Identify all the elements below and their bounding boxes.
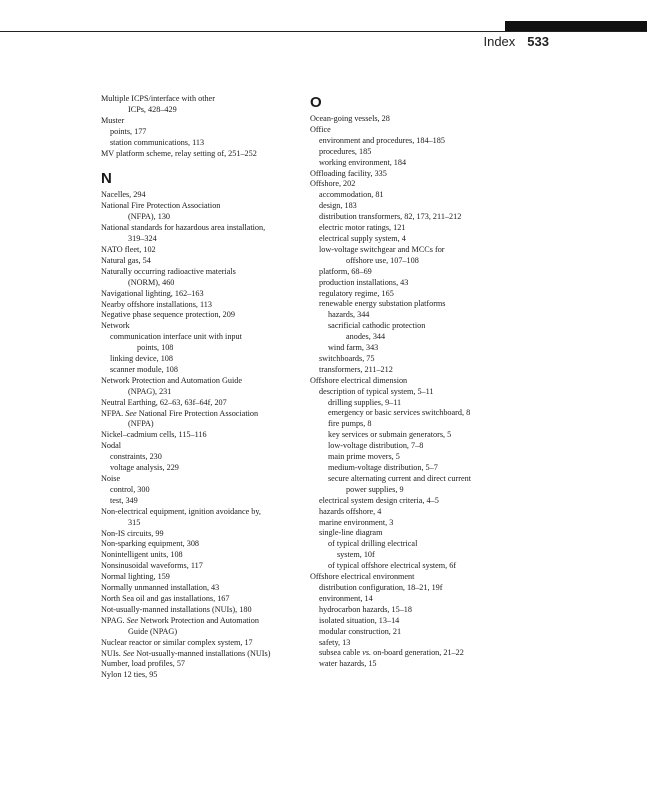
- index-entry: North Sea oil and gas installations, 167: [101, 593, 230, 603]
- index-entry: communication interface unit with input: [110, 332, 242, 342]
- index-entry: environment and procedures, 184–185: [319, 135, 445, 145]
- index-entry: Office: [310, 124, 331, 134]
- index-entry: ICPs, 428–429: [128, 104, 177, 114]
- index-entry: working environment, 184: [319, 157, 407, 167]
- index-entry: Network Protection and Automation Guide: [101, 375, 242, 385]
- index-entry: points, 177: [110, 126, 147, 136]
- index-entry: switchboards, 75: [319, 353, 375, 363]
- index-entry: power supplies, 9: [346, 484, 404, 494]
- index-entry: 319–324: [128, 234, 157, 244]
- index-entry: National standards for hazardous area installation,: [101, 223, 266, 233]
- index-entry: distribution transformers, 82, 173, 211–212: [319, 212, 462, 222]
- index-entry: Offloading facility, 335: [310, 168, 387, 178]
- index-entry: production installations, 43: [319, 277, 409, 287]
- index-entry: key services or submain generators, 5: [328, 430, 452, 440]
- index-entry: drilling supplies, 9–11: [328, 397, 402, 407]
- index-entry: safety, 13: [319, 637, 351, 647]
- index-entry: Negative phase sequence protection, 209: [101, 310, 235, 320]
- index-entry: distribution configuration, 18–21, 19f: [319, 582, 443, 592]
- index-column-right: [310, 94, 515, 670]
- index-entry: renewable energy substation platforms: [319, 299, 446, 309]
- index-entry: (NPAG), 231: [128, 386, 172, 396]
- index-entry: procedures, 185: [319, 146, 372, 156]
- index-entry: constraints, 230: [110, 452, 162, 462]
- index-entry: National Fire Protection Association: [101, 201, 221, 211]
- index-entry: hazards, 344: [328, 310, 370, 320]
- index-entry: (NORM), 460: [128, 277, 175, 287]
- index-entry: Navigational lighting, 162–163: [101, 288, 204, 298]
- index-entry: Nodal: [101, 441, 122, 451]
- index-entry: Non-electrical equipment, ignition avoidance by,: [101, 506, 261, 516]
- index-entry: regulatory regime, 165: [319, 288, 394, 298]
- index-entry: Ocean-going vessels, 28: [310, 114, 390, 123]
- index-column-left: [101, 94, 306, 681]
- index-entry: subsea cable vs. on-board generation, 21–22: [319, 648, 464, 658]
- index-entry: of typical offshore electrical system, 6f: [328, 561, 457, 571]
- index-entry: linking device, 108: [110, 354, 173, 364]
- index-entry: station communications, 113: [110, 137, 205, 147]
- index-entry: of typical drilling electrical: [328, 539, 418, 549]
- index-entry: NPAG. See Network Protection and Automation: [101, 615, 259, 625]
- index-entry: low-voltage switchgear and MCCs for: [319, 244, 445, 254]
- index-entry: system, 10f: [337, 550, 375, 560]
- index-entry: Neutral Earthing, 62–63, 63f–64f, 207: [101, 397, 227, 407]
- index-entry: anodes, 344: [346, 332, 386, 342]
- index-entry: sacrificial cathodic protection: [328, 321, 426, 331]
- index-entry: low-voltage distribution, 7–8: [328, 441, 424, 451]
- index-entry: electric motor ratings, 121: [319, 223, 406, 233]
- index-entry: (NFPA), 130: [128, 212, 171, 222]
- index-entry: Nonintelligent units, 108: [101, 550, 183, 560]
- section-letter: N: [101, 170, 112, 188]
- index-entry: electrical supply system, 4: [319, 233, 406, 243]
- index-entry: 315: [128, 517, 141, 527]
- index-entry: Naturally occurring radioactive materials: [101, 266, 236, 276]
- index-entry: Network: [101, 321, 130, 331]
- index-entry: medium-voltage distribution, 5–7: [328, 463, 438, 472]
- index-entry: Nonsinusoidal waveforms, 117: [101, 561, 203, 571]
- running-head-section: Index: [483, 34, 516, 49]
- index-entry: Multiple ICPS/interface with other: [101, 94, 215, 103]
- index-entry: design, 183: [319, 201, 357, 211]
- index-entry: transformers, 211–212: [319, 364, 393, 374]
- index-entry: modular construction, 21: [319, 626, 402, 636]
- index-entry: water hazards, 15: [319, 659, 377, 669]
- index-entry: platform, 68–69: [319, 266, 372, 276]
- index-entry: Natural gas, 54: [101, 255, 151, 265]
- index-entry: secure alternating current and direct current: [328, 473, 471, 483]
- index-entry: control, 300: [110, 484, 150, 494]
- index-entry: Muster: [101, 115, 125, 125]
- index-entry: Nuclear reactor or similar complex system, 17: [101, 637, 253, 647]
- index-entry: hazards offshore, 4: [319, 506, 382, 516]
- header-rule: [0, 31, 647, 32]
- index-entry: fire pumps, 8: [328, 419, 372, 429]
- index-entry: scanner module, 108: [110, 364, 178, 374]
- index-entry: Non-IS circuits, 99: [101, 528, 164, 538]
- header-black-bar: [505, 21, 647, 31]
- index-entry: test, 349: [110, 495, 138, 505]
- index-entry: (NFPA): [128, 419, 154, 429]
- index-entry: wind farm, 343: [328, 343, 379, 353]
- index-entry: single-line diagram: [319, 528, 383, 538]
- index-entry: Noise: [101, 474, 121, 483]
- index-entry: NATO fleet, 102: [101, 244, 156, 254]
- index-entry: NUIs. See Not-usually-manned installations (NUIs): [101, 648, 271, 658]
- index-entry: Not-usually-manned installations (NUIs), 180: [101, 604, 252, 614]
- index-entry: Nacelles, 294: [101, 190, 146, 200]
- index-entry: Nearby offshore installations, 113: [101, 299, 212, 309]
- index-entry: accommodation, 81: [319, 190, 384, 200]
- index-entry: isolated situation, 13–14: [319, 615, 400, 625]
- index-entry: Number, load profiles, 57: [101, 659, 186, 669]
- index-entry: NFPA. See National Fire Protection Association: [101, 408, 259, 418]
- index-entry: hydrocarbon hazards, 15–18: [319, 604, 412, 614]
- index-entry: Offshore electrical dimension: [310, 375, 408, 385]
- index-entry: Nylon 12 ties, 95: [101, 670, 158, 680]
- index-entry: points, 108: [137, 343, 174, 353]
- index-entry: marine environment, 3: [319, 517, 394, 527]
- index-entry: electrical system design criteria, 4–5: [319, 495, 439, 505]
- index-entry: description of typical system, 5–11: [319, 386, 434, 396]
- index-entry: Normally unmanned installation, 43: [101, 583, 220, 593]
- index-entry: Offshore electrical environment: [310, 572, 415, 582]
- page-number: 533: [527, 34, 549, 49]
- index-entry: Nickel–cadmium cells, 115–116: [101, 430, 207, 440]
- index-entry: Offshore, 202: [310, 179, 356, 189]
- index-entry: Non-sparking equipment, 308: [101, 539, 200, 549]
- index-entry: MV platform scheme, relay setting of, 251–252: [101, 148, 257, 158]
- index-entry: offshore use, 107–108: [346, 255, 419, 265]
- running-head: [483, 34, 549, 49]
- section-letter: O: [310, 94, 322, 111]
- index-entry: Normal lighting, 159: [101, 572, 170, 582]
- index-entry: emergency or basic services switchboard, 8: [328, 408, 471, 418]
- index-entry: voltage analysis, 229: [110, 463, 179, 473]
- index-entry: main prime movers, 5: [328, 452, 400, 462]
- index-entry: Guide (NPAG): [128, 626, 178, 636]
- index-entry: environment, 14: [319, 593, 373, 603]
